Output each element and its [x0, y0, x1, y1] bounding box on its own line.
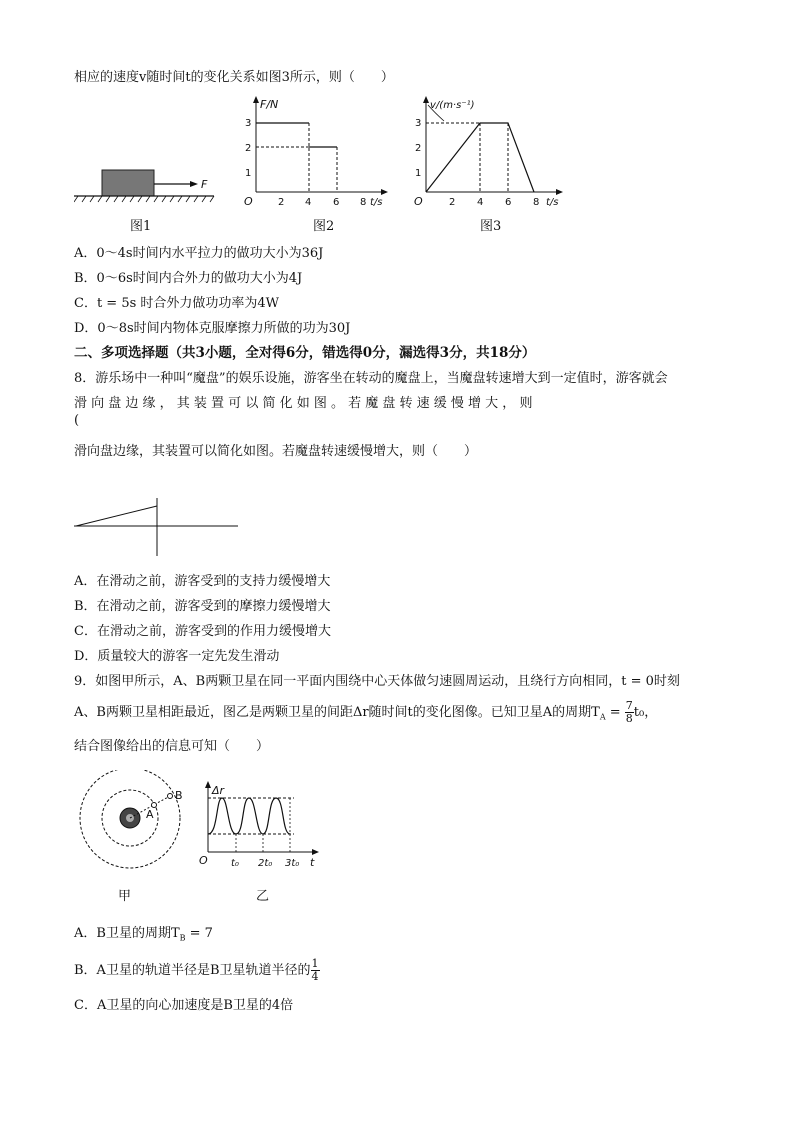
x-tick: 2	[449, 197, 456, 208]
q8-line-4: 滑向盘边缘，其装置可以简化如图。若魔盘转速缓慢增大，则（ ）	[74, 444, 478, 459]
q8-option-d: D．质量较大的游客一定先发生滑动	[74, 649, 280, 664]
fig1-caption: 图1	[130, 219, 152, 234]
q8-option-b: B．在滑动之前，游客受到的摩擦力缓慢增大	[74, 599, 331, 614]
x-tick: 3t₀	[285, 858, 300, 869]
disk-surface	[76, 506, 157, 526]
origin-label: O	[244, 195, 253, 208]
fig3-caption: 图3	[480, 219, 502, 234]
q8-option-c: C．在滑动之前，游客受到的作用力缓慢增大	[74, 624, 331, 639]
q7-option-b: B．0～6s时间内合外力的做功大小为4J	[74, 271, 303, 286]
label-b: B	[175, 789, 183, 802]
figure-2-force-time-graph	[240, 95, 390, 213]
x-axis-label: t	[310, 856, 315, 869]
q8-figure	[74, 498, 244, 558]
fig-yi-caption: 乙	[256, 889, 270, 904]
x-axis-label: t/s	[546, 197, 559, 208]
satellite-a	[152, 803, 157, 808]
x-tick: 6	[333, 197, 340, 208]
force-label: F	[201, 178, 208, 191]
q8-line-2: 滑 向 盘 边 缘 ， 其 装 置 可 以 简 化 如 图 。 若 魔 盘 转 速 缓 慢 增 大 ， 则	[74, 396, 533, 411]
origin-label: O	[414, 195, 423, 208]
y-tick: 1	[415, 168, 422, 179]
q9-line-3: 结合图像给出的信息可知（ ）	[74, 739, 270, 754]
x-tick: 4	[305, 197, 312, 208]
q8-line-3: (	[74, 413, 80, 428]
y-axis-label: v/(m·s⁻¹)	[430, 100, 475, 111]
figure-yi-distance-time-graph	[198, 780, 323, 870]
y-tick: 2	[415, 143, 422, 154]
satellite-b	[168, 794, 173, 799]
x-tick: 2	[278, 197, 285, 208]
ground-hatching	[74, 196, 214, 202]
q7-stem: 相应的速度v随时间t的变化关系如图3所示，则（ ）	[74, 70, 394, 85]
fig-jia-caption: 甲	[118, 889, 132, 904]
y-tick: 2	[245, 143, 252, 154]
y-tick: 3	[245, 118, 252, 129]
y-tick: 1	[245, 168, 252, 179]
figure-1	[74, 160, 224, 210]
x-tick: 2t₀	[258, 858, 273, 869]
figure-jia-orbits	[76, 770, 186, 880]
x-axis-label: t/s	[370, 197, 383, 208]
q8-line-1: 8．游乐场中一种叫“魔盘”的娱乐设施，游客坐在转动的魔盘上，当魔盘转速增大到一定值时，游客就会	[74, 371, 668, 386]
y-tick: 3	[415, 118, 422, 129]
q9-line-1: 9．如图甲所示，A、B两颗卫星在同一平面内围绕中心天体做匀速圆周运动，且绕行方向相同，t = 0时刻	[74, 674, 680, 689]
block	[102, 170, 154, 196]
y-axis-label: F/N	[260, 98, 279, 111]
x-tick: 6	[505, 197, 512, 208]
section-2-title: 二、多项选择题（共3小题，全对得6分，错选得0分，漏选得3分，共18分）	[74, 345, 536, 361]
q8-option-a: A．在滑动之前，游客受到的支持力缓慢增大	[74, 574, 331, 589]
q9-line-2: A、B两颗卫星相距最近，图乙是两颗卫星的间距Δr随时间t的变化图像。已知卫星A的周期$T_A$ = $\frac{7}{8}$ t₀，	[74, 699, 658, 725]
x-tick: t₀	[231, 858, 239, 869]
x-tick: 8	[533, 197, 540, 208]
q9-option-a: A．B卫星的周期$T_B = 7$	[74, 926, 213, 943]
q7-option-c: C．t = 5s 时合外力做功功率为4W	[74, 296, 280, 311]
q7-option-d: D．0～8s时间内物体克服摩擦力所做的功为30J	[74, 321, 351, 336]
x-tick: 4	[477, 197, 484, 208]
q9-option-b: B．A卫星的轨道半径是B卫星轨道半径的 $\frac{1}{4}$	[74, 957, 319, 983]
origin-label: O	[199, 854, 208, 867]
x-tick: 8	[360, 197, 367, 208]
q9-option-c: C．A卫星的向心加速度是B卫星的4倍	[74, 998, 294, 1013]
y-axis-label: Δr	[212, 784, 225, 797]
figure-3-velocity-time-graph	[410, 95, 570, 213]
fig2-caption: 图2	[313, 219, 335, 234]
distance-curve	[208, 798, 290, 834]
q7-option-a: A．0～4s时间内水平拉力的做功大小为36J	[74, 246, 324, 261]
label-a: A	[146, 808, 154, 821]
force-arrowhead	[190, 181, 198, 187]
